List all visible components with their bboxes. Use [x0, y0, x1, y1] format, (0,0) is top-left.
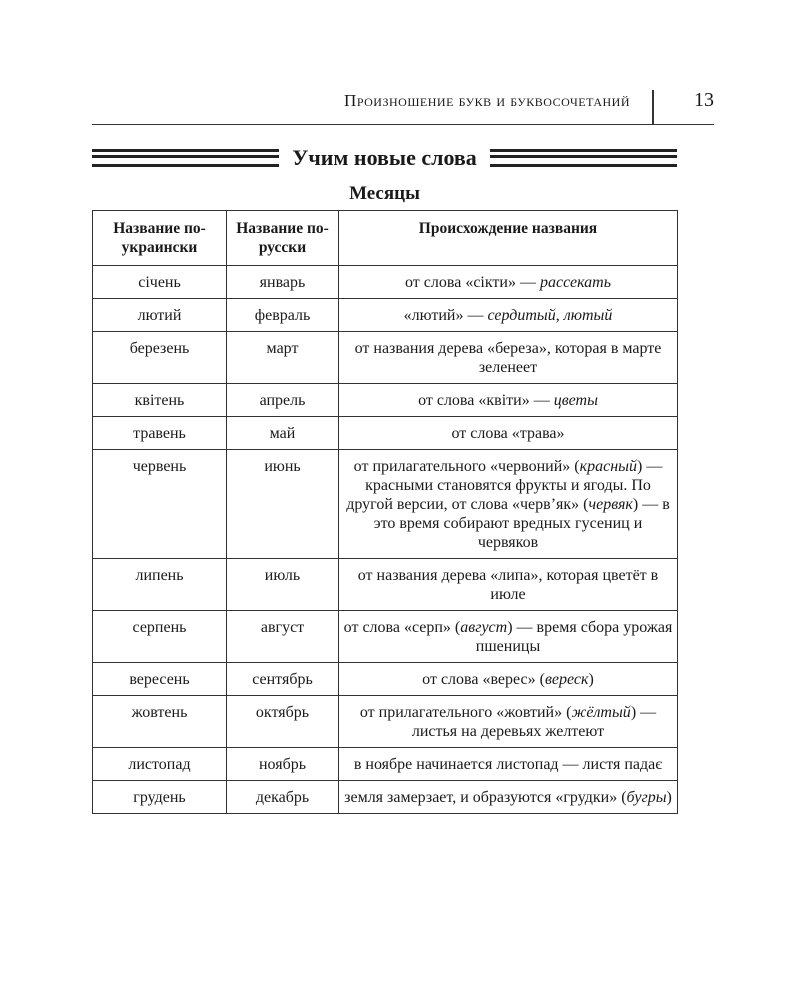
running-title: Произношение букв и буквосочетаний	[344, 91, 630, 110]
origin-text: ) — листья на деревьях желтеют	[411, 704, 657, 740]
table-row	[93, 748, 678, 781]
cell-origin	[339, 663, 678, 696]
cell-ukrainian-name: серпень	[93, 611, 227, 663]
page-number: 13	[694, 89, 714, 111]
cell-ukrainian-name: березень	[93, 332, 227, 384]
banner-rule-right	[490, 149, 677, 167]
cell-russian-name: июль	[227, 559, 339, 611]
origin-text: от слова «сікти» —	[405, 274, 540, 291]
origin-text: в ноябре начинается листопад — листя падає	[353, 756, 663, 773]
table-row	[93, 559, 678, 611]
origin-italic-text: рассекать	[539, 274, 611, 291]
cell-ukrainian-name: грудень	[93, 781, 227, 814]
cell-ukrainian-name: жовтень	[93, 696, 227, 748]
cell-russian-name: февраль	[227, 299, 339, 332]
banner-rule-left	[92, 149, 279, 167]
table-row	[93, 417, 678, 450]
cell-russian-name: ноябрь	[227, 748, 339, 781]
cell-origin	[339, 696, 678, 748]
table-row	[93, 384, 678, 417]
origin-italic-text: вереск	[544, 671, 589, 688]
origin-text: от слова «трава»	[451, 425, 565, 442]
origin-italic-text: цветы	[553, 392, 598, 409]
cell-origin	[339, 748, 678, 781]
origin-text: ,	[555, 307, 564, 324]
origin-italic-text: лютый	[563, 307, 613, 324]
table-row	[93, 299, 678, 332]
table-row	[93, 781, 678, 814]
cell-origin	[339, 266, 678, 299]
origin-text: «лютий» —	[403, 307, 488, 324]
cell-ukrainian-name: квітень	[93, 384, 227, 417]
cell-russian-name: январь	[227, 266, 339, 299]
origin-text: земля замерзает, и образуются «грудки» (	[344, 789, 627, 806]
origin-italic-text: сердитый	[487, 307, 556, 324]
origin-text: ) — красными становятся фрукты и ягоды. По другой версии, от слова «черв’як» (	[346, 458, 663, 513]
origin-italic-text: красный	[579, 458, 637, 475]
table-row	[93, 663, 678, 696]
months-table	[92, 210, 678, 814]
origin-text: от слова «квіти» —	[418, 392, 554, 409]
column-header-origin: Происхождение названия	[339, 211, 678, 266]
cell-ukrainian-name: вересень	[93, 663, 227, 696]
cell-origin	[339, 299, 678, 332]
origin-italic-text: червяк	[588, 496, 633, 513]
section-title: Учим новые слова	[292, 145, 477, 170]
cell-origin	[339, 450, 678, 559]
origin-text: )	[666, 789, 672, 806]
origin-italic-text: бугры	[626, 789, 667, 806]
cell-ukrainian-name: липень	[93, 559, 227, 611]
page-header	[92, 88, 714, 125]
origin-text: от прилагательного «червоний» (	[353, 458, 580, 475]
origin-text: от прилагательного «жовтий» (	[359, 704, 572, 721]
cell-origin	[339, 417, 678, 450]
cell-russian-name: август	[227, 611, 339, 663]
table-row	[93, 266, 678, 299]
cell-ukrainian-name: січень	[93, 266, 227, 299]
origin-italic-text: август	[460, 619, 508, 636]
cell-ukrainian-name: листопад	[93, 748, 227, 781]
cell-russian-name: октябрь	[227, 696, 339, 748]
cell-origin	[339, 781, 678, 814]
origin-text: от слова «серп» (	[343, 619, 461, 636]
origin-italic-text: жёлтый	[571, 704, 631, 721]
cell-russian-name: май	[227, 417, 339, 450]
origin-text: от слова «верес» (	[422, 671, 545, 688]
table-row	[93, 450, 678, 559]
origin-text: от названия дерева «липа», которая цветёт в июле	[357, 567, 659, 603]
cell-ukrainian-name: лютий	[93, 299, 227, 332]
cell-russian-name: апрель	[227, 384, 339, 417]
origin-text: ) — время сбора урожая пшеницы	[475, 619, 673, 655]
cell-origin	[339, 332, 678, 384]
header-separator	[652, 90, 654, 124]
cell-russian-name: сентябрь	[227, 663, 339, 696]
cell-origin	[339, 384, 678, 417]
column-header-ukrainian: Название по-украински	[93, 211, 227, 266]
table-caption: Месяцы	[349, 183, 420, 204]
table-body	[93, 266, 678, 814]
cell-russian-name: декабрь	[227, 781, 339, 814]
cell-ukrainian-name: травень	[93, 417, 227, 450]
table-header-row	[93, 211, 678, 266]
section-banner	[92, 145, 677, 171]
cell-origin	[339, 559, 678, 611]
cell-russian-name: март	[227, 332, 339, 384]
origin-text: ) — в это время собирают вредных гусениц и червяков	[373, 496, 670, 551]
cell-ukrainian-name: червень	[93, 450, 227, 559]
column-header-russian: Название по-русски	[227, 211, 339, 266]
table-row	[93, 696, 678, 748]
cell-russian-name: июнь	[227, 450, 339, 559]
origin-text: от названия дерева «береза», которая в марте зеленеет	[354, 340, 662, 376]
cell-origin	[339, 611, 678, 663]
origin-text: )	[588, 671, 594, 688]
table-row	[93, 611, 678, 663]
table-row	[93, 332, 678, 384]
